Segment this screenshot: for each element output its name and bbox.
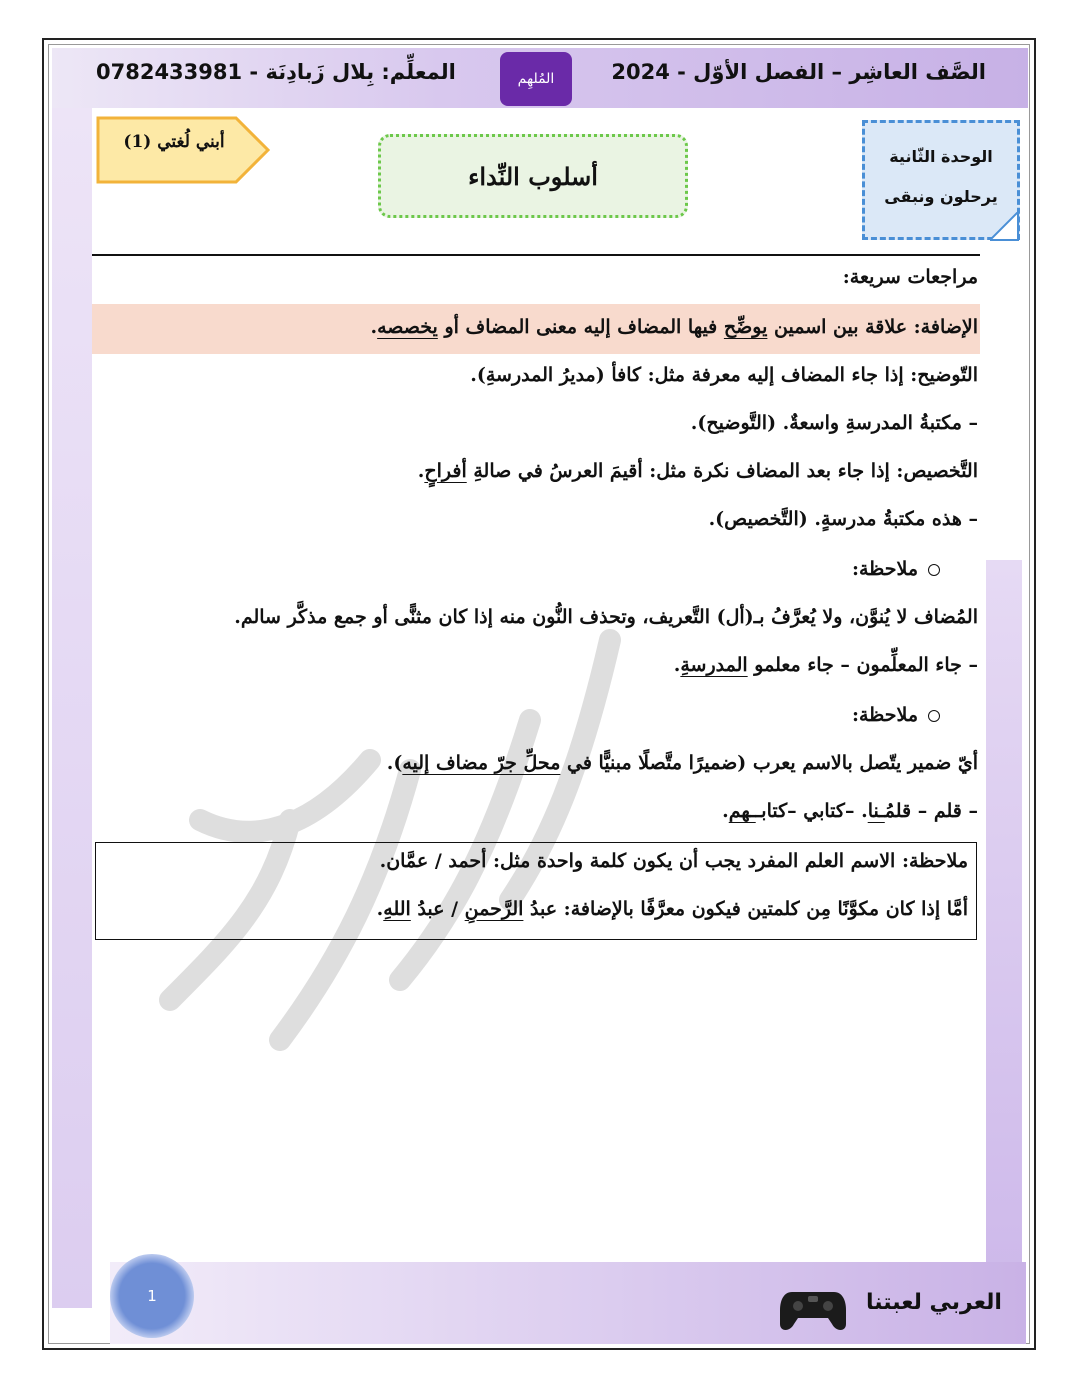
takhsis-underlined: أفراحٍ — [424, 460, 467, 482]
teacher-text: المعلِّم: بِلال زَبادِنَة - 0782433981 — [96, 60, 456, 84]
note1-text: المُضاف لا يُنوَّن، ولا يُعرَّفُ بـ(أل) التَّعريف، وتحذف النُّون منه إذا كان مثنًّى أو جمع مذكَّر سالم. — [234, 606, 978, 628]
note2-ex-underlined: ـنا — [867, 800, 885, 822]
note1-label-text: ملاحظة: — [851, 558, 918, 580]
unit-title: يرحلون ونبقى — [884, 187, 998, 206]
takhsis-line — [418, 460, 978, 482]
note2-label-text: ملاحظة: — [851, 704, 918, 726]
tawdih-line: التّوضيح: إذا جاء المضاف إليه معرفة مثل: كافأ (مديرُ المدرسةِ). — [470, 364, 978, 386]
review-heading: مراجعات سريعة: — [842, 266, 978, 288]
takhsis-example: – هذه مكتبةُ مدرسةٍ. (التَّخصيص). — [708, 508, 978, 530]
unit-number: الوحدة الثّانية — [889, 147, 993, 166]
title-divider — [92, 254, 980, 256]
bullet-circle-icon — [928, 710, 940, 722]
note2-part: ). — [386, 752, 403, 774]
tawdih-example: – مكتبةُ المدرسةِ واسعةٌ. (التَّوضيح). — [690, 412, 978, 434]
note1-example — [674, 654, 978, 676]
box-line2-part: . — [376, 898, 384, 920]
lesson-tag — [96, 116, 270, 184]
takhsis-part: . — [417, 460, 425, 482]
left-decor-strip — [52, 108, 92, 1308]
box-line2-underlined: اللهِ — [383, 898, 411, 920]
watermark-graphic — [110, 520, 670, 1080]
note1-ex-part: . — [673, 654, 681, 676]
right-decor-strip — [986, 560, 1022, 1300]
note2-underlined: محلِّ جرّ مضاف إليه — [402, 752, 561, 774]
note1-label — [852, 558, 940, 580]
box-line2-part: أمَّا إذا كان مكوَّنًا مِن كلمتين فيكون معرَّفًا بالإضافة: عبدُ — [523, 898, 968, 920]
note2-label — [852, 704, 940, 726]
page-number: 1 — [110, 1254, 194, 1338]
note1-ex-underlined: المدرسةِ — [680, 654, 748, 676]
lesson-title: أسلوب النِّداء — [378, 134, 688, 218]
idafa-def-part: فيها المضاف إليه معنى المضاف أو — [437, 316, 724, 338]
note2-ex-part: . — [722, 800, 729, 822]
idafa-def-part: . — [370, 316, 378, 338]
note2-example — [722, 800, 978, 822]
box-line-2 — [377, 898, 968, 920]
footer-brand: العربي لعبتنا — [866, 1290, 1002, 1315]
gamepad-icon — [778, 1286, 848, 1334]
note2-part: أيّ ضمير يتّصل بالاسم يعرب (ضميرًا متَّصلًا مبنيًّا في — [560, 752, 978, 774]
page-curl-icon — [990, 212, 1020, 242]
takhsis-part: التَّخصيص: إذا جاء بعد المضاف نكرة مثل: أقيمَ العرسُ في صالةِ — [466, 460, 978, 482]
note1-ex-part: – جاء المعلِّمون – جاء معلمو — [747, 654, 978, 676]
idafa-def-underlined: يخصصه — [377, 316, 438, 338]
box-line2-part: / عبدُ — [410, 898, 465, 920]
note2-ex-part: . –كتابي –كتابـ — [755, 800, 868, 822]
grade-term-text: الصَّف العاشِر – الفصل الأوّل - 2024 — [611, 60, 986, 84]
idafa-definition — [371, 316, 979, 338]
idafa-def-underlined: يوضِّح — [723, 316, 768, 338]
note2-text — [387, 752, 978, 774]
tag-label: أبني لُغتي (1) — [123, 132, 225, 152]
box-line-1: ملاحظة: الاسم العلم المفرد يجب أن يكون كلمة واحدة مثل: أحمد / عمَّان. — [379, 850, 968, 872]
note2-ex-part: – قلم – قلمُ — [884, 800, 978, 822]
note2-ex-underlined: ـهم — [728, 800, 756, 822]
header-logo: المُلهِم — [500, 52, 572, 106]
box-line2-underlined: الرَّحمنِ — [464, 898, 524, 920]
watermark-stroke — [200, 760, 370, 832]
idafa-def-part: الإضافة: علاقة بين اسمين — [767, 316, 978, 338]
bullet-circle-icon — [928, 564, 940, 576]
